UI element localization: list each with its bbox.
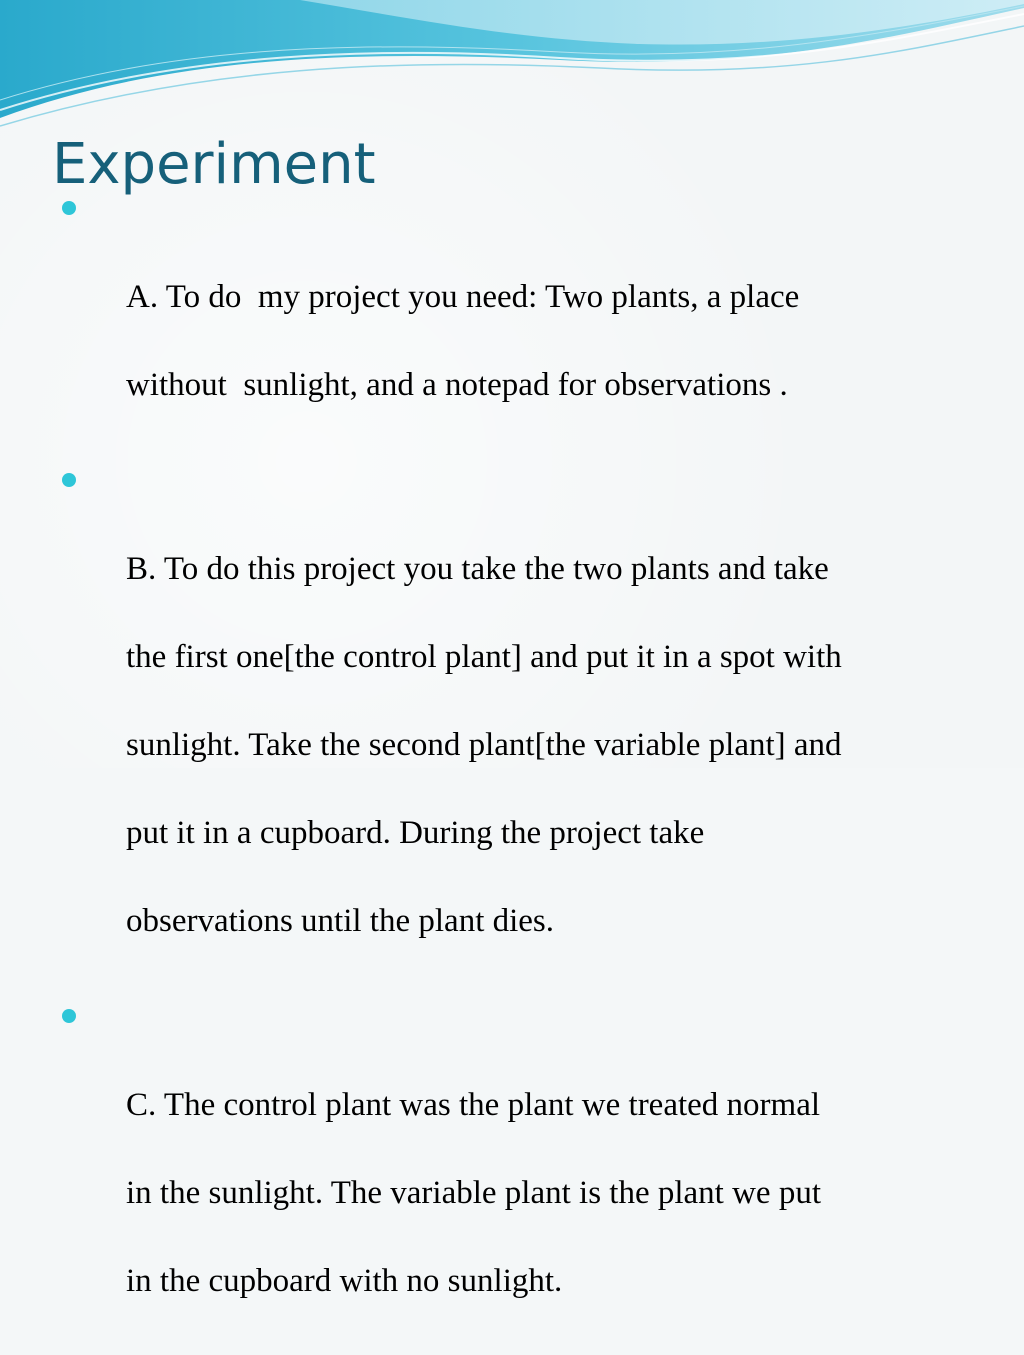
wave-banner bbox=[0, 0, 1024, 130]
bullet-a-line-1: A. To do my project you need: Two plants, a place bbox=[126, 279, 800, 315]
bullet-c-line-3: in the cupboard with no sunlight. bbox=[126, 1263, 563, 1299]
bullet-b-line-3: sunlight. Take the second plant[the variable plant] and bbox=[126, 727, 842, 763]
bullet-c-line-1: C. The control plant was the plant we treated normal bbox=[126, 1087, 821, 1123]
bullet-dot-icon bbox=[62, 1009, 76, 1023]
bullet-a-line-2: without sunlight, and a notepad for observations . bbox=[126, 367, 788, 403]
bullet-b-line-4: put it in a cupboard. During the project take bbox=[126, 815, 705, 851]
bullet-b-line-2: the first one[the control plant] and put it in a spot with bbox=[126, 639, 842, 675]
bullet-item-c bbox=[62, 995, 982, 1347]
bullet-b-line-1: B. To do this project you take the two plants and take bbox=[126, 551, 829, 587]
bullet-item-a bbox=[62, 187, 982, 451]
bullet-dot-icon bbox=[62, 201, 76, 215]
bullet-dot-icon bbox=[62, 473, 76, 487]
bullet-c-line-2: in the sunlight. The variable plant is the plant we put bbox=[126, 1175, 821, 1211]
bullet-item-b bbox=[62, 459, 982, 987]
slide-title: Experiment bbox=[52, 132, 376, 197]
bullet-list bbox=[62, 187, 982, 1355]
bullet-b-line-5: observations until the plant dies. bbox=[126, 903, 555, 939]
